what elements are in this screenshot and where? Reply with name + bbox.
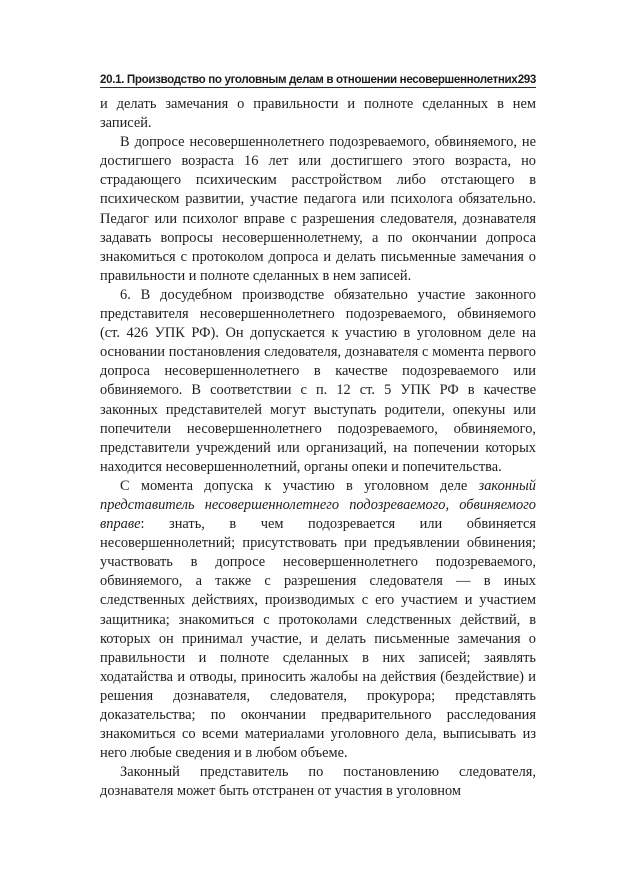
paragraph-lead-text: С момента допуска к участию в уголовном деле: [120, 477, 479, 494]
paragraph-representative-rights: [100, 477, 536, 763]
paragraph-psychologist-participation: В допросе несовершеннолетнего подозреваемого, обвиняемого, не достигшего возраста 16 лет или достигшего этого возраста, но страдающего психическим расстройством либо отстающего в психическом развитии, участие педагога или психолога обязательно. Педагог или психолог вправе с разрешения следователя, дознавателя задавать вопросы несовершеннолетнему, а по окончании допроса знакомиться с протоколом допроса и делать письменные замечания о правильности и полноте сделанных в нем записей.: [100, 134, 536, 284]
running-header: [100, 68, 536, 86]
paragraph-removal: Законный представитель по постановлению следователя, дознавателя может быть отстранен от участия в уголовном: [100, 764, 536, 800]
emphasized-term: законный представитель несовершеннолетнего подозреваемого, обвиняемого вправе: [100, 477, 536, 533]
header-rule: [100, 87, 536, 88]
body-text: [100, 95, 536, 801]
paragraph-continuation: и делать замечания о правильности и полноте сделанных в нем записей.: [100, 96, 536, 132]
page-number: 293: [517, 73, 536, 86]
chapter-section-title: 20.1. Производство по уголовным делам в отношении несовершеннолетних: [100, 73, 518, 86]
paragraph-legal-representative: 6. В досудебном производстве обязательно участие законного представителя несовершеннолетнего подозреваемого, обвиняемого (ст. 426 УПК РФ). Он допускается к участию в уголовном деле на основании постановления следователя, дознавателя с момента первого допроса несовершеннолетнего в качестве подозреваемого или обвиняемого. В соответствии с п. 12 ст. 5 УПК РФ в качестве законных представителей могут выступать родители, опекуны или попечители несовершеннолетнего подозреваемого, обвиняемого, представители учреждений или организаций, на попечении которых находится несовершеннолетний, органы опеки и попечительства.: [100, 286, 536, 475]
paragraph-rights-list: : знать, в чем подозревается или обвиняется несовершеннолетний; присутствовать при предъявлении обвинения; участвовать в допросе несовершеннолетнего подозреваемого, обвиняемого, а также с разрешения следователя — в иных следственных действиях, производимых с его участием и участием защитника; знакомиться с протоколами следственных действий, в которых он принимал участие, и делать письменные замечания о правильности и полноте сделанных в них записей; заявлять ходатайства и отводы, приносить жалобы на действия (бездействие) и решения дознавателя, следователя, прокурора; представлять доказательства; по окончании предварительного расследования знакомиться со всеми материалами уголовного дела, выписывать из него любые сведения и в любом объеме.: [100, 516, 536, 762]
